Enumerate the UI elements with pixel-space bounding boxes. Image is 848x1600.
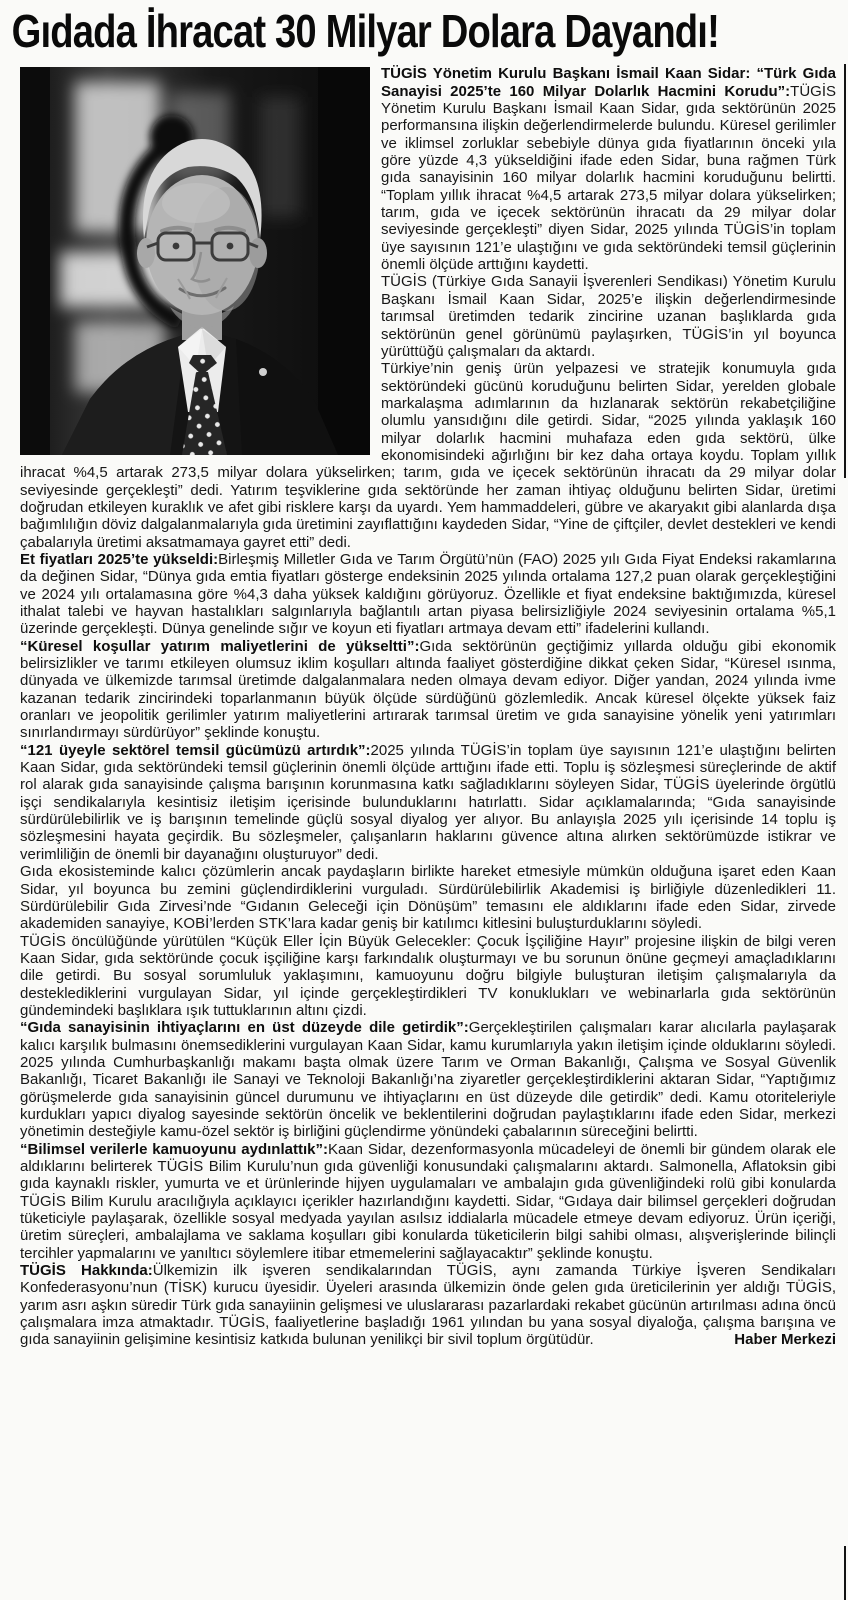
byline: Haber Merkezi — [734, 1331, 836, 1349]
article-paragraph: “Gıda sanayisinin ihtiyaçlarını en üst düzeyde dile getirdik”:Gerçekleştirilen çalışmaları karar alıcılarla paylaşarak kalıcı karşılık bulmasını önemsediklerini vurgulayan Kaan Sidar, kamu kurumlarıyla yakın iletişim içinde olduklarını söyledi. 2025 yılında Cumhurbaşkanlığı makamı başta olmak üzere Tarım ve Orman Bakanlığı, Çalışma ve Sosyal Güvenlik Bakanlığı, Ticaret Bakanlığı ile Sanayi ve Teknoloji Bakanlığı’na ziyaretler gerçekleştirdiklerini aktaran Sidar, “Yaptığımız görüşmelerde gıda sanayisinin güncel durumunu ve ihtiyaçlarını en üst düzeyde dile getirdik” dedi. Kamu otoriteleriyle kurdukları yapıcı diyalog sayesinde sektörün öncelik ve beklentilerini doğrudan paylaştıklarını ifade eden Sidar, merkezi yönetimin desteğiyle kamu-özel sektör iş birliğini güçlendirme yönündeki çabalarının süreceğini belirtti. — [20, 1019, 836, 1141]
paragraph-lead: Et fiyatları 2025’te yükseldi: — [20, 550, 219, 568]
paragraph-lead: “121 üyeyle sektörel temsil gücümüzü artırdık”: — [20, 741, 371, 759]
paragraph-lead: TÜGİS Hakkında: — [20, 1262, 153, 1280]
article-paragraph: TÜGİS öncülüğünde yürütülen “Küçük Eller İçin Büyük Gelecekler: Çocuk İşçiliğine Hayır” projesine ilişkin de bilgi veren Kaan Sidar, gıda sektöründe çocuk işçiliğine karşı farkındalık oluşturmayı ve bu sorunun önüne geçmeyi amaçladıklarını dile getirdi. Bu sosyal sorumluluk yaklaşımını, kamuoyunu doğru bilgiyle buluşturan iletişim çalışmalarıyla da desteklediklerini vurgulayan Sidar, yıl içinde gerçekleştirdikleri TV konuklukları ve webinarlarla gıda sektörünün gündemindeki başlıklara ışık tuttuklarının altını çizdi. — [20, 932, 836, 1019]
article-paragraph: “Bilimsel verilerle kamuoyunu aydınlattık”:Kaan Sidar, dezenformasyonla mücadeleyi de önemli bir gündem olarak ele aldıklarını belirterek TÜGİS Bilim Kurulu’nun gıda güvenliği konusundaki çalışmalarını aktardı. Salmonella, Aflatoksin gibi gıda kaynaklı riskler, yumurta ve et ürünlerinde hijyen uygulamaları ve ambalajın gıda güvenliğindeki rolü gibi konularda TÜGİS Bilim Kurulu aracılığıyla açıklayıcı içerikler hazırlandığını kaydetti. Sidar, “Gıdaya dair bilimsel gerçekleri doğrudan tüketiciyle paylaşarak, özellikle sosyal medyada yayılan asılsız iddialarla mücadele etmeye devam ediyoruz. Ürün içeriği, üretim süreçleri, ambalajlama ve saklama koşulları gibi konularda tüketicilerin bilgi sahibi olması, alışverişlerinde bilinçli tercihler yapmalarını ve yanıltıcı söylemlere itibar etmemelerini sağlayacaktır” şeklinde konuştu. — [20, 1140, 836, 1262]
article-paragraph: Türkiye’nin geniş ürün yelpazesi ve stratejik konumuyla gıda sektöründeki gücünü koruduğunu belirten Sidar, yerelden globale markalaşma adımlarının da hızlanarak sektörün rekabetçiliğine olumlu yansıdığını dile getirdi. Sidar, “2025 yılında yaklaşık 160 milyar dolarlık hacmini muhafaza eden gıda sektörü, ülke ekonomisindeki ağırlığını bir kez daha ortaya koydu. Toplam yıllık ihracat %4,5 artarak 273,5 milyar dolara yükselirken; tarım, gıda ve içecek sektörünün ihracatı da 29 milyar dolar seviyesinde gerçekleşti” dedi. Yatırım teşviklerine gıda sektöründe her zaman ihtiyaç olduğunu belirten Sidar, üretimi doğrudan etkileyen kuraklık ve afet gibi risklere karşı da uyardı. Yem hammaddeleri, gübre ve akaryakıt gibi alanlarda dışa bağımlılığın döviz dalgalanmalarıyla gıda üretimini zayıflattığını kaydeden Sidar, “Yine de çiftçiler, devlet destekleri ve kendi çabalarıyla üretimi aksatmamaya gayret etti” dedi. — [20, 360, 836, 551]
paragraph-lead: “Bilimsel verilerle kamuoyunu aydınlattık”: — [20, 1140, 328, 1158]
paragraph-lead: “Gıda sanayisinin ihtiyaçlarını en üst düzeyde dile getirdik”: — [20, 1019, 469, 1037]
article-paragraph: TÜGİS Yönetim Kurulu Başkanı İsmail Kaan Sidar: “Türk Gıda Sanayisi 2025’te 160 Milyar Dolarlık Hacmini Korudu”:TÜGİS Yönetim Kurulu Başkanı İsmail Kaan Sidar, gıda sektörünün 2025 performansına ilişkin değerlendirmelerde bulundu. Küresel gerilimler ve iklimsel zorluklar sebebiyle dünya gıda fiyatlarının önceki yıla göre yüzde 4,3 yükseldiğini ifade eden Sidar, buna rağmen Türk gıda sanayisinin 160 milyar dolarlık hacmini koruduğunu belirtti. “Toplam yıllık ihracat %4,5 artarak 273,5 milyar dolara yükselirken; tarım, gıda ve içecek sektörünün ihracatı da 29 milyar dolar seviyesinde gerçekleşti” diyen Sidar, 2025 yılında TÜGİS’in toplam üye sayısının 121’e ulaştığını ve gıda sektöründeki temsil güçlerinin önemli ölçüde arttığını kaydetti. — [381, 65, 836, 274]
paragraph-lead: TÜGİS Yönetim Kurulu Başkanı İsmail Kaan Sidar: “Türk Gıda Sanayisi 2025’te 160 Milyar Dolarlık Hacmini Korudu”: — [381, 65, 836, 100]
article-paragraph: “Küresel koşullar yatırım maliyetlerini de yükseltti”:Gıda sektörünün geçtiğimiz yıllarda olduğu gibi ekonomik belirsizlikler ve tarımı etkileyen olumsuz iklim koşulları altında faaliyet gösterdiğine dikkat çeken Sidar, “Küresel ısınma, dünyada ve ülkemizde tarımsal üretimde dalgalanmalara neden olmaya devam ediyor. Diğer yandan, 2024 yılında ivme kazanan tedarik zincirindeki toparlanmanın büyük ölçüde sürdüğünü gözlemledik. Ancak küresel ölçekte yüksek faiz oranları ve jeopolitik gerilimler yatırım maliyetlerini artırarak tarımsal üretim ve gıda sanayisine yönelik yeni yatırımları sınırlandırmayı sürdürüyor” şeklinde konuştu. — [20, 637, 836, 742]
article-paragraph: TÜGİS Hakkında:Ülkemizin ilk işveren sendikalarından TÜGİS, aynı zamanda Türkiye İşveren Sendikaları Konfederasyonu’nun (TİSK) kurucu üyesidir. Üyeleri arasında ülkemizin önde gelen gıda üreticilerinin yer aldığı TÜGİS, yarım asrı aşkın süredir Türk gıda sanayiinin gelişmesi ve uluslararası pazarlardaki rekabet gücünün artırılması adına öncü çalışmalara imza atmaktadır. TÜGİS, faaliyetlerine başladığı 1961 yılından bu yana sosyal diyaloğa, çalışma barışına ve gıda sanayiinin gelişimine kesintisiz katkıda bulunan yenilikçi bir sivil toplum örgütüdür. — [20, 1262, 836, 1349]
portrait-photo — [20, 67, 370, 455]
article-body — [0, 58, 848, 1348]
column-rule-top — [844, 64, 846, 478]
article-paragraph: Gıda ekosisteminde kalıcı çözümlerin ancak paydaşların birlikte hareket etmesiyle mümkün olduğuna işaret eden Kaan Sidar, yıl boyunca bu zemini güçlendirdiklerini vurguladı. Sürdürülebilirlik Akademisi iş birliğiyle düzenledikleri 11. Sürdürülebilir Gıda Zirvesi’nde “Gıdanın Geleceği için Dönüşüm” temasını ele aldıklarını ifade eden Sidar, zirvede akademiden sanayiye, KOBİ’lerden STK’lara kadar geniş bir katılımcı kitlesini buluşturduklarını söyledi. — [20, 863, 836, 933]
column-rule-bottom — [844, 1546, 846, 1600]
headline: Gıdada İhracat 30 Milyar Dolara Dayandı! — [11, 5, 719, 57]
article-paragraph: Et fiyatları 2025’te yükseldi:Birleşmiş Milletler Gıda ve Tarım Örgütü’nün (FAO) 2025 yılı Gıda Fiyat Endeksi rakamlarına da değinen Sidar, “Dünya gıda emtia fiyatları gösterge endeksinin 2025 yılında ortalama 127,2 puan olarak gerçekleştiğini ve 2024 yılı ortalamasına göre %4,3 daha yüksek kaldığını görüyoruz. Özellikle et fiyat endeksine baktığımızda, küresel ithalat talebi ve hayvan hastalıkları salgınlarıyla bağlantılı artan piyasa belirsizliğiyle 2024 seviyesinin ortalama %5,1 üzerinde gerçekleşti. Dünya genelinde sığır ve koyun eti fiyatları artmaya devam etti” ifadelerini kullandı. — [20, 550, 836, 638]
paragraph-lead: “Küresel koşullar yatırım maliyetlerini de yükseltti”: — [20, 637, 420, 655]
article-paragraph: TÜGİS (Türkiye Gıda Sanayii İşverenleri Sendikası) Yönetim Kurulu Başkanı İsmail Kaan Sidar, 2025’e ilişkin değerlendirmesinde tarımsal üretimden tedarik zincirine uzanan başlıklarda gıda sektörünün genel görünümü paylaşırken, TÜGİS’in yıl boyunca yürüttüğü çalışmaları da aktardı. — [381, 273, 836, 360]
article-paragraph: “121 üyeyle sektörel temsil gücümüzü artırdık”:2025 yılında TÜGİS’in toplam üye sayısının 121’e ulaştığını belirten Kaan Sidar, gıda sektöründeki temsil güçlerinin önemli ölçüde arttığını ifade etti. Toplu iş sözleşmesi süreçlerinde de aktif rol alarak gıda sanayisinde çalışma barışının korunmasına katkı sağladıklarını söyleyen Sidar, TÜGİS üyelerinde örgütlü işçi sendikalarıyla kesintisiz iletişim içerisinde bulunduklarını hatırlattı. Sidar açıklamalarında; “Gıda sanayisinde sürdürülebilirlik ve iş barışının temelinde güçlü sosyal diyalog yer alıyor. Bu anlayışla 2025 yılı içerisinde 14 toplu iş sözleşmesini hayata geçirdik. Bu sözleşmeler, çalışanların haklarını güvence altına alırken sektörümüzde istikrar ve verimliliğin de önemli bir dayanağını oluşturuyor” dedi. — [20, 741, 836, 863]
portrait-photo-illustration — [20, 67, 370, 455]
